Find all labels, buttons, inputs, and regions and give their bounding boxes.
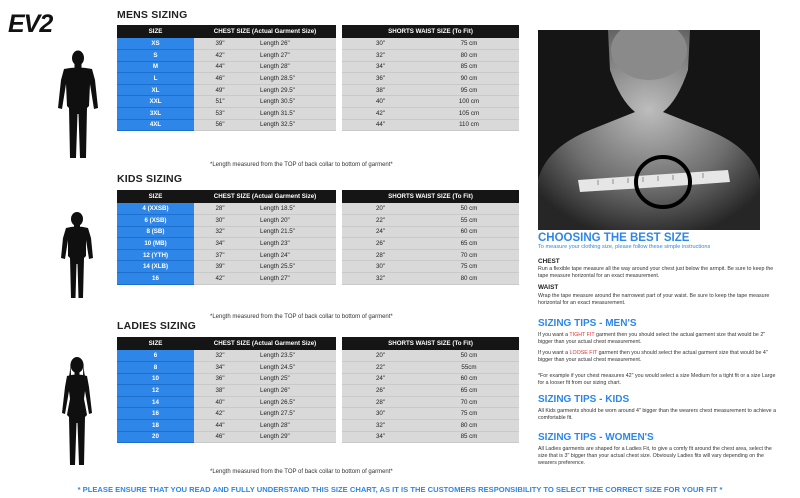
waist-cm-cell: 50 cm bbox=[419, 350, 519, 362]
length-cell: Length 20" bbox=[246, 215, 336, 227]
length-cell: Length 23.5" bbox=[246, 350, 336, 362]
mens-tip-example: *For example if your chest measures 42" you would select a size Medium for a tight fit or a size Large for a looser fit from our sizing chart. bbox=[538, 373, 776, 386]
waist-cm-cell: 50 cm bbox=[419, 203, 519, 215]
waist-cm-cell: 75 cm bbox=[419, 38, 519, 50]
waist-cm-cell: 55cm bbox=[419, 362, 519, 374]
length-cell: Length 25" bbox=[246, 373, 336, 385]
table-row bbox=[117, 261, 519, 273]
size-cell: 18 bbox=[117, 420, 194, 432]
chest-cell: 34" bbox=[194, 238, 246, 250]
table-row bbox=[117, 84, 519, 96]
chest-cell: 46" bbox=[194, 431, 246, 443]
size-header: SIZE bbox=[117, 190, 194, 203]
length-cell: Length 27" bbox=[246, 50, 336, 62]
waist-inches-cell: 32" bbox=[342, 273, 419, 285]
waist-inches-cell: 20" bbox=[342, 350, 419, 362]
chest-cell: 53" bbox=[194, 108, 246, 120]
size-cell: 4 (XXSB) bbox=[117, 203, 194, 215]
waist-inches-cell: 44" bbox=[342, 119, 419, 131]
chest-cell: 51" bbox=[194, 96, 246, 108]
kids-length-note: *Length measured from the TOP of back collar to bottom of garment* bbox=[210, 314, 393, 320]
waist-cm-cell: 60 cm bbox=[419, 226, 519, 238]
chest-heading: CHEST bbox=[538, 258, 560, 265]
size-cell: 3XL bbox=[117, 108, 194, 120]
size-cell: XL bbox=[117, 84, 194, 96]
waist-cm-cell: 55 cm bbox=[419, 215, 519, 227]
length-cell: Length 24.5" bbox=[246, 362, 336, 374]
table-row bbox=[117, 431, 519, 443]
chest-cell: 40" bbox=[194, 396, 246, 408]
length-cell: Length 29" bbox=[246, 431, 336, 443]
waist-cm-cell: 65 cm bbox=[419, 238, 519, 250]
table-row bbox=[117, 108, 519, 120]
length-cell: Length 27.5" bbox=[246, 408, 336, 420]
length-cell: Length 24" bbox=[246, 249, 336, 261]
waist-inches-cell: 26" bbox=[342, 385, 419, 397]
size-cell: XS bbox=[117, 38, 194, 50]
waist-cm-cell: 75 cm bbox=[419, 408, 519, 420]
tight-fit-highlight: TIGHT FIT bbox=[569, 332, 595, 338]
size-cell: 6 (XSB) bbox=[117, 215, 194, 227]
chest-cell: 38" bbox=[194, 385, 246, 397]
chest-cell: 32" bbox=[194, 350, 246, 362]
waist-header: SHORTS WAIST SIZE (To Fit) bbox=[342, 25, 519, 38]
waist-inches-cell: 42" bbox=[342, 108, 419, 120]
waist-cm-cell: 85 cm bbox=[419, 431, 519, 443]
length-cell: Length 26" bbox=[246, 385, 336, 397]
chest-instructions: Run a flexible tape measure all the way around your chest just below the armpit. Be sure to keep the tape measure horizontal for an exact measurement. bbox=[538, 266, 774, 279]
waist-inches-cell: 28" bbox=[342, 396, 419, 408]
mens-length-note: *Length measured from the TOP of back collar to bottom of garment* bbox=[210, 162, 393, 168]
kids-size-table bbox=[117, 190, 519, 285]
waist-cm-cell: 70 cm bbox=[419, 396, 519, 408]
table-row bbox=[117, 238, 519, 250]
waist-cm-cell: 85 cm bbox=[419, 61, 519, 73]
length-cell: Length 31.5" bbox=[246, 108, 336, 120]
ladies-sizing-title: LADIES SIZING bbox=[117, 320, 197, 332]
waist-inches-cell: 30" bbox=[342, 38, 419, 50]
ladies-size-table bbox=[117, 337, 519, 443]
table-row bbox=[117, 396, 519, 408]
kids-sizing-title: KIDS SIZING bbox=[117, 173, 183, 185]
waist-header: SHORTS WAIST SIZE (To Fit) bbox=[342, 190, 519, 203]
length-cell: Length 26" bbox=[246, 38, 336, 50]
table-row bbox=[117, 362, 519, 374]
size-cell: XXL bbox=[117, 96, 194, 108]
length-cell: Length 30.5" bbox=[246, 96, 336, 108]
mens-sizing-title: MENS SIZING bbox=[117, 9, 188, 21]
size-cell: 20 bbox=[117, 431, 194, 443]
waist-inches-cell: 30" bbox=[342, 408, 419, 420]
chest-cell: 56" bbox=[194, 119, 246, 131]
choosing-size-title: CHOOSING THE BEST SIZE bbox=[538, 232, 690, 244]
table-row bbox=[117, 408, 519, 420]
waist-cm-cell: 95 cm bbox=[419, 84, 519, 96]
table-row bbox=[117, 119, 519, 131]
table-row bbox=[117, 61, 519, 73]
length-cell: Length 28" bbox=[246, 420, 336, 432]
size-cell: 14 bbox=[117, 396, 194, 408]
table-row bbox=[117, 373, 519, 385]
ladies-length-note: *Length measured from the TOP of back collar to bottom of garment* bbox=[210, 469, 393, 475]
size-cell: 8 (SB) bbox=[117, 226, 194, 238]
size-cell: 12 (YTH) bbox=[117, 249, 194, 261]
mens-tip-loose: If you want a LOOSE FIT garment then you should select the actual garment size that would be 4" bigger than your actual chest measurement. bbox=[538, 350, 768, 363]
chest-cell: 39" bbox=[194, 38, 246, 50]
waist-cm-cell: 70 cm bbox=[419, 249, 519, 261]
size-cell: L bbox=[117, 73, 194, 85]
chest-header: CHEST SIZE (Actual Garment Size) bbox=[194, 337, 336, 350]
chest-cell: 42" bbox=[194, 50, 246, 62]
chest-cell: 49" bbox=[194, 84, 246, 96]
responsibility-footer: * PLEASE ENSURE THAT YOU READ AND FULLY UNDERSTAND THIS SIZE CHART, AS IT IS THE CUSTOMERS RESPONSIBILITY TO SELECT THE CORRECT SIZE FOR YOUR FIT * bbox=[77, 485, 723, 494]
size-cell: 12 bbox=[117, 385, 194, 397]
waist-header: SHORTS WAIST SIZE (To Fit) bbox=[342, 337, 519, 350]
table-row bbox=[117, 215, 519, 227]
waist-inches-cell: 28" bbox=[342, 249, 419, 261]
mens-tip-tight: If you want a TIGHT FIT garment then you should select the actual garment size that would be 2" bigger than your actual chest measurement. bbox=[538, 332, 766, 345]
waist-inches-cell: 20" bbox=[342, 203, 419, 215]
waist-cm-cell: 90 cm bbox=[419, 73, 519, 85]
length-cell: Length 18.5" bbox=[246, 203, 336, 215]
chest-cell: 30" bbox=[194, 215, 246, 227]
waist-cm-cell: 60 cm bbox=[419, 373, 519, 385]
waist-inches-cell: 22" bbox=[342, 215, 419, 227]
size-cell: S bbox=[117, 50, 194, 62]
womens-tips-title: SIZING TIPS - WOMEN'S bbox=[538, 432, 654, 443]
kids-tip: All Kids garments should be worn around 4" bigger than the wearers chest measurement to achieve a comfortable fit. bbox=[538, 408, 777, 421]
size-cell: 10 (MB) bbox=[117, 238, 194, 250]
waist-cm-cell: 80 cm bbox=[419, 420, 519, 432]
ev2-logo bbox=[6, 8, 78, 38]
table-row bbox=[117, 203, 519, 215]
chest-measurement-photo bbox=[538, 30, 760, 230]
length-cell: Length 28" bbox=[246, 61, 336, 73]
size-cell: 14 (XLB) bbox=[117, 261, 194, 273]
length-cell: Length 27" bbox=[246, 273, 336, 285]
chest-cell: 42" bbox=[194, 273, 246, 285]
choosing-size-subtitle: To measure your clothing size, please follow these simple instructions bbox=[538, 244, 711, 250]
chest-header: CHEST SIZE (Actual Garment Size) bbox=[194, 25, 336, 38]
length-cell: Length 21.5" bbox=[246, 226, 336, 238]
length-cell: Length 32.5" bbox=[246, 119, 336, 131]
size-cell: 4XL bbox=[117, 119, 194, 131]
chest-cell: 37" bbox=[194, 249, 246, 261]
waist-cm-cell: 100 cm bbox=[419, 96, 519, 108]
loose-fit-highlight: LOOSE FIT bbox=[569, 350, 598, 356]
chest-cell: 34" bbox=[194, 362, 246, 374]
waist-cm-cell: 65 cm bbox=[419, 385, 519, 397]
waist-inches-cell: 24" bbox=[342, 226, 419, 238]
size-cell: 8 bbox=[117, 362, 194, 374]
waist-cm-cell: 80 cm bbox=[419, 50, 519, 62]
table-row bbox=[117, 38, 519, 50]
waist-inches-cell: 40" bbox=[342, 96, 419, 108]
waist-heading: WAIST bbox=[538, 284, 559, 291]
torso-tape-illustration bbox=[538, 30, 760, 230]
size-header: SIZE bbox=[117, 337, 194, 350]
chest-cell: 44" bbox=[194, 61, 246, 73]
mens-size-table bbox=[117, 25, 519, 131]
svg-text:EV2: EV2 bbox=[8, 10, 53, 38]
female-silhouette-icon bbox=[57, 357, 97, 469]
length-cell: Length 29.5" bbox=[246, 84, 336, 96]
table-row bbox=[117, 350, 519, 362]
length-cell: Length 23" bbox=[246, 238, 336, 250]
table-row bbox=[117, 96, 519, 108]
male-silhouette-icon bbox=[55, 50, 101, 162]
table-row bbox=[117, 420, 519, 432]
table-row bbox=[117, 50, 519, 62]
chest-cell: 32" bbox=[194, 226, 246, 238]
table-row bbox=[117, 385, 519, 397]
waist-inches-cell: 24" bbox=[342, 373, 419, 385]
table-row bbox=[117, 73, 519, 85]
size-cell: M bbox=[117, 61, 194, 73]
waist-inches-cell: 26" bbox=[342, 238, 419, 250]
chest-header: CHEST SIZE (Actual Garment Size) bbox=[194, 190, 336, 203]
chest-cell: 42" bbox=[194, 408, 246, 420]
table-row bbox=[117, 249, 519, 261]
chest-cell: 36" bbox=[194, 373, 246, 385]
mens-tips-title: SIZING TIPS - MEN'S bbox=[538, 318, 637, 329]
size-cell: 16 bbox=[117, 273, 194, 285]
size-header: SIZE bbox=[117, 25, 194, 38]
waist-inches-cell: 22" bbox=[342, 362, 419, 374]
waist-cm-cell: 110 cm bbox=[419, 119, 519, 131]
waist-inches-cell: 34" bbox=[342, 431, 419, 443]
table-row bbox=[117, 273, 519, 285]
table-row bbox=[117, 226, 519, 238]
kids-tips-title: SIZING TIPS - KIDS bbox=[538, 394, 630, 405]
waist-cm-cell: 105 cm bbox=[419, 108, 519, 120]
length-cell: Length 26.5" bbox=[246, 396, 336, 408]
length-cell: Length 28.5" bbox=[246, 73, 336, 85]
chest-cell: 39" bbox=[194, 261, 246, 273]
size-cell: 6 bbox=[117, 350, 194, 362]
waist-inches-cell: 38" bbox=[342, 84, 419, 96]
chest-cell: 44" bbox=[194, 420, 246, 432]
chest-cell: 28" bbox=[194, 203, 246, 215]
waist-instructions: Wrap the tape measure around the narrowest part of your waist. Be sure to keep the tape measure horizontal for an exact measurement. bbox=[538, 293, 770, 306]
length-cell: Length 25.5" bbox=[246, 261, 336, 273]
waist-inches-cell: 30" bbox=[342, 261, 419, 273]
waist-inches-cell: 32" bbox=[342, 50, 419, 62]
waist-cm-cell: 80 cm bbox=[419, 273, 519, 285]
waist-inches-cell: 36" bbox=[342, 73, 419, 85]
chest-cell: 46" bbox=[194, 73, 246, 85]
waist-cm-cell: 75 cm bbox=[419, 261, 519, 273]
womens-tip: All Ladies garments are shaped for a Ladies Fit, to give a comfy fit around the chest area, select the size that is 3" bigger than your actual chest size. Obviously Ladies fits will vary depending on the wearers preference. bbox=[538, 446, 772, 466]
waist-inches-cell: 34" bbox=[342, 61, 419, 73]
size-cell: 16 bbox=[117, 408, 194, 420]
waist-inches-cell: 32" bbox=[342, 420, 419, 432]
child-silhouette-icon bbox=[60, 212, 94, 300]
size-cell: 10 bbox=[117, 373, 194, 385]
